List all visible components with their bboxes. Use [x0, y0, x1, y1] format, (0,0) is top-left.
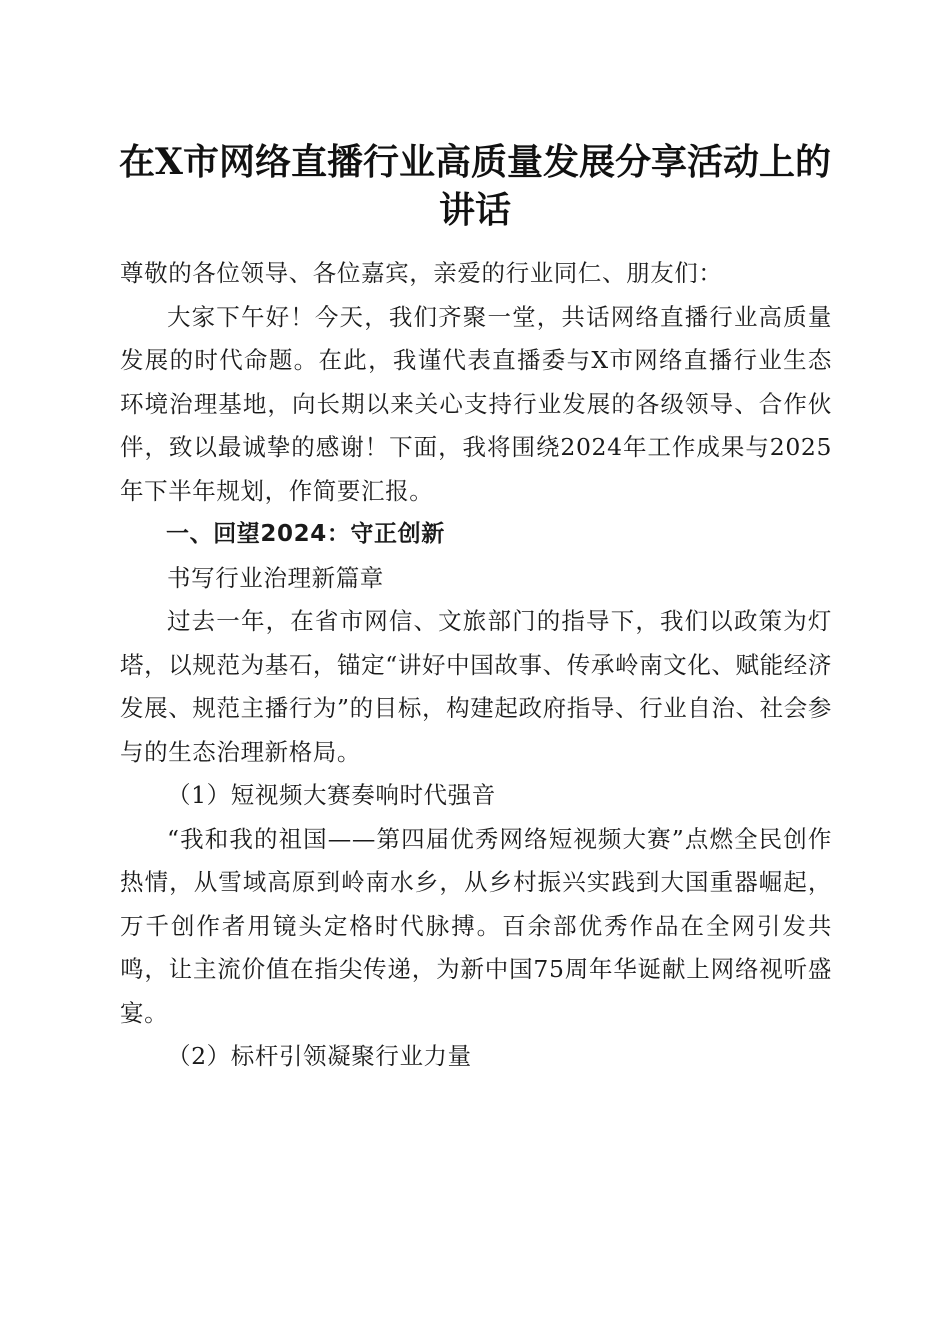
section-heading-1: 一、回望2024：守正创新 — [166, 521, 445, 547]
paragraph-review: 过去一年，在省市网信、文旅部门的指导下，我们以政策为灯塔，以规范为基石，锚定“讲好中国故事、传承岭南文化、赋能经济发展、规范主播行为”的目标，构建起政府指导、行业自治、社会参与的生态治理新格局。 — [120, 607, 832, 766]
paragraph-contest: “我和我的祖国——第四届优秀网络短视频大赛”点燃全民创作热情，从雪域高原到岭南水乡，从乡村振兴实践到大国重器崛起，万千创作者用镜头定格时代脉搏。百余部优秀作品在全网引发共鸣，让主流价值在指尖传递，为新中国75周年华诞献上网络视听盛宴。 — [120, 824, 832, 1027]
document-body — [120, 252, 832, 1079]
paragraph-opening: 大家下午好！今天，我们齐聚一堂，共话网络直播行业高质量发展的时代命题。在此，我谨代表直播委与X市网络直播行业生态环境治理基地，向长期以来关心支持行业发展的各级领导、合作伙伴，致以最诚挚的感谢！下面，我将围绕2024年工作成果与2025年下半年规划，作简要汇报。 — [120, 302, 832, 505]
section-subheading: 书写行业治理新篇章 — [167, 563, 384, 592]
subsection-heading-2: （2）标杆引领凝聚行业力量 — [167, 1042, 472, 1070]
document-title: 在X市网络直播行业高质量发展分享活动上的讲话 — [119, 141, 831, 231]
subsection-heading-1: （1）短视频大赛奏响时代强音 — [167, 781, 496, 809]
salutation: 尊敬的各位领导、各位嘉宾，亲爱的行业同仁、朋友们： — [120, 259, 723, 287]
